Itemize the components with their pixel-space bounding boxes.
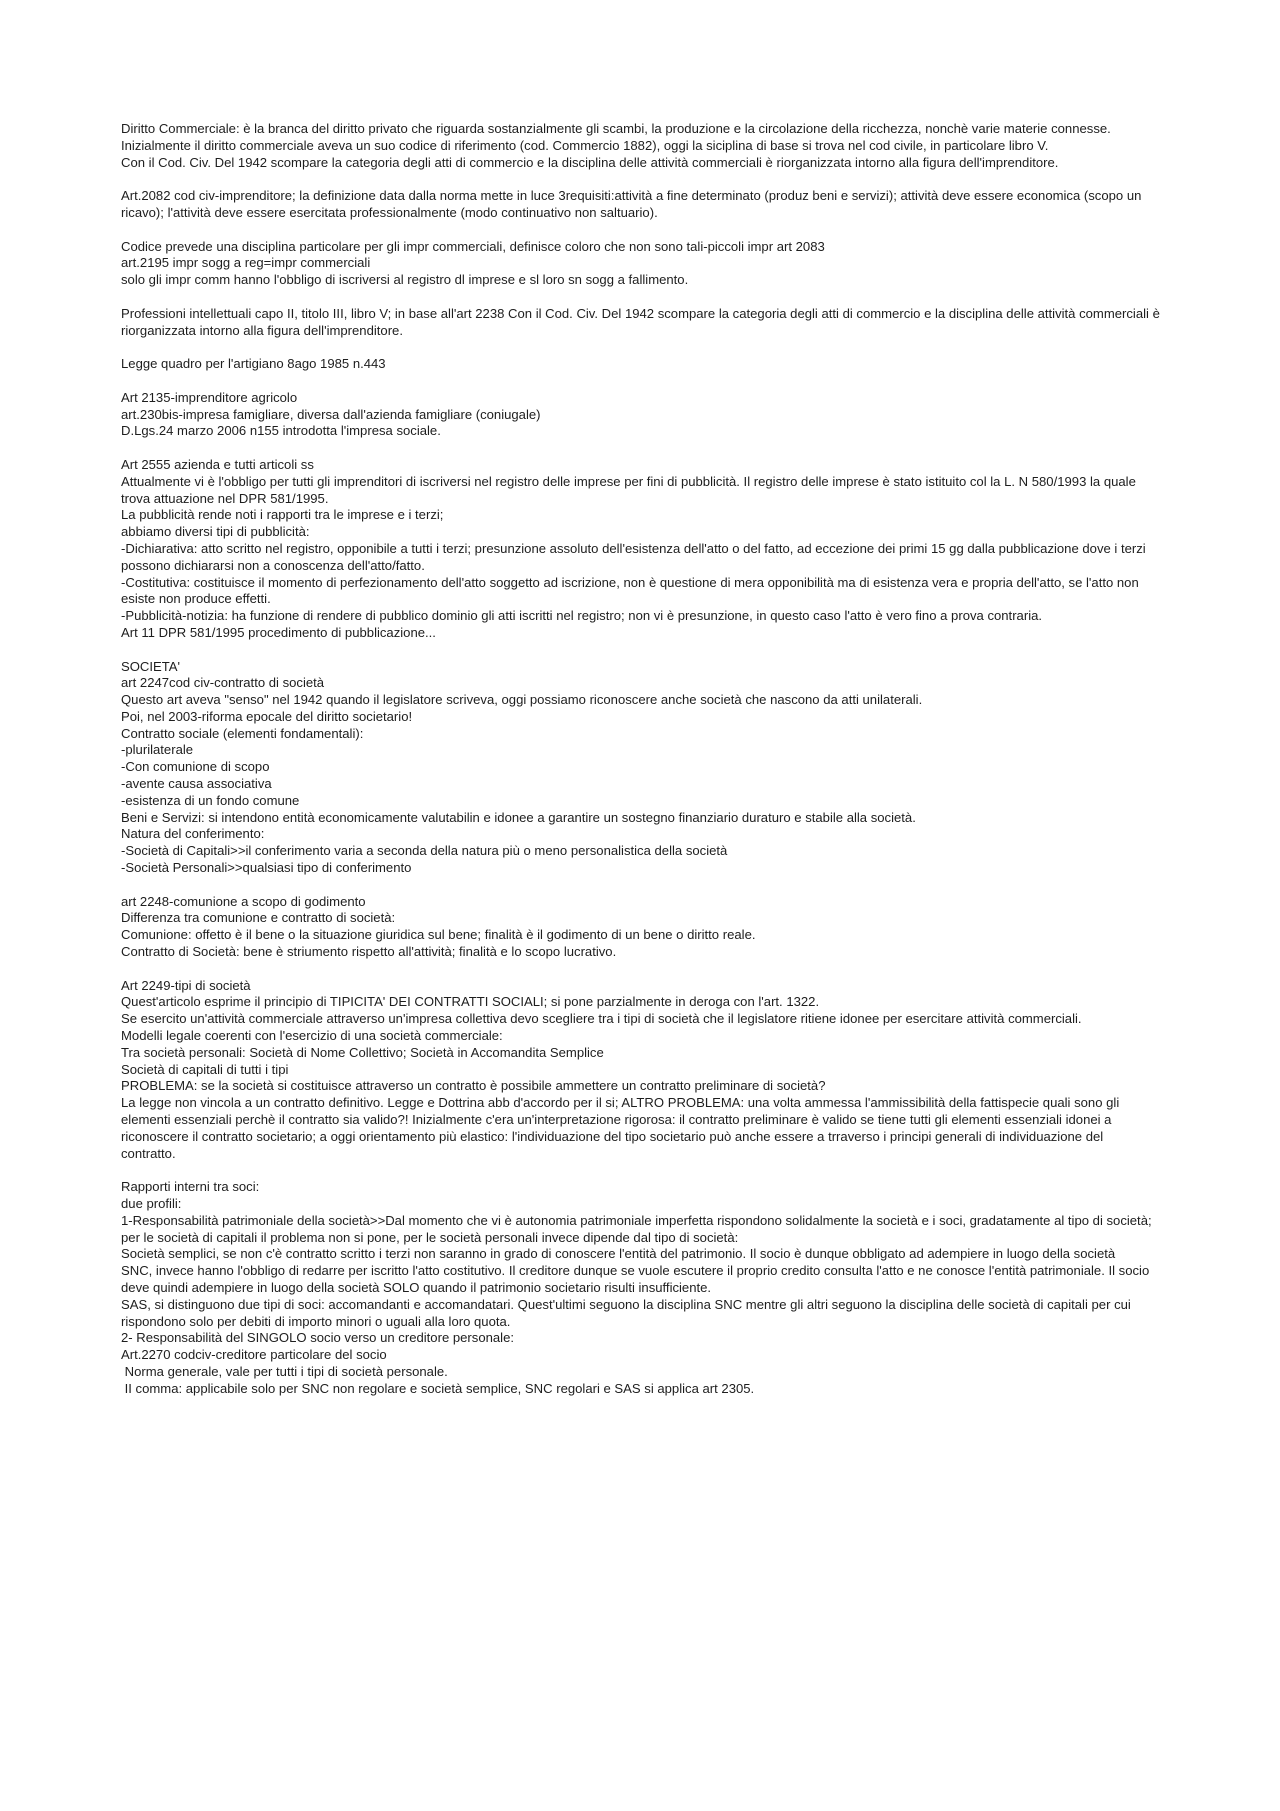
text-line: -plurilaterale (121, 742, 194, 758)
text-line: Società di capitali di tutti i tipi (121, 1061, 289, 1077)
text-line: Professioni intellettuali capo II, titolo III, libro V; in base all'art 2238 Con il Cod. Civ. Del 1942 scompare la categoria degli atti di commercio e la disciplina delle attività commerciali è riorganizzata intorno alla figura dell'imprenditore. (121, 305, 1164, 338)
text-line: II comma: applicabile solo per SNC non regolare e società semplice, SNC regolari e SAS si applica art 2305. (121, 1380, 755, 1396)
text-line: Norma generale, vale per tutti i tipi di società personale. (121, 1363, 448, 1379)
text-line: Tra società personali: Società di Nome Collettivo; Società in Accomandita Semplice (121, 1044, 604, 1060)
text-line: Rapporti interni tra soci: (121, 1179, 260, 1195)
text-line: Beni e Servizi: si intendono entità economicamente valutabilin e idonee a garantire un sostegno finanziario duraturo e stabile alla società. (121, 809, 916, 825)
text-line: art.230bis-impresa famigliare, diversa dall'azienda famigliare (coniugale) (121, 406, 541, 422)
text-line: Codice prevede una disciplina particolare per gli impr commerciali, definisce coloro che non sono tali-piccoli impr art 2083 (121, 238, 825, 254)
text-line: 2- Responsabilità del SINGOLO socio verso un creditore personale: (121, 1330, 515, 1346)
text-line: SNC, invece hanno l'obbligo di redarre per iscritto l'atto costitutivo. Il creditore dunque se vuole escutere il proprio credito consulta l'atto e ne conosce l'entità patrimoniale. Il socio deve quindi adempiere in luogo della società SOLO quando il patrimonio societario risulti insufficiente. (121, 1263, 1153, 1295)
text-line: -Società di Capitali>>il conferimento varia a seconda della natura più o meno personalistica della società (121, 843, 728, 859)
text-line: Legge quadro per l'artigiano 8ago 1985 n.443 (121, 356, 386, 372)
text-line: Art 2249-tipi di società (121, 977, 251, 993)
text-line: due profili: (121, 1196, 182, 1211)
paragraph (121, 188, 1161, 222)
text-line: Art 11 DPR 581/1995 procedimento di pubblicazione... (121, 624, 436, 640)
document-page (121, 121, 1164, 1414)
text-line: -Dichiarativa: atto scritto nel registro, opponibile a tutti i terzi; presunzione assoluto dell'esistenza dell'atto o del fatto, ad eccezione dei primi 15 gg dalla pubblicazione dove i terzi possono dichiararsi non a conoscenza dell'atto/fatto. (121, 540, 1150, 573)
paragraph (121, 356, 1161, 373)
text-line: -Con comunione di scopo (121, 759, 270, 775)
text-line: art 2248-comunione a scopo di godimento (121, 893, 366, 909)
text-line: Questo art aveva "senso" nel 1942 quando il legislatore scriveva, oggi possiamo riconoscere anche società che nascono da atti unilaterali. (121, 692, 923, 708)
text-line: Art 2135-imprenditore agricolo (121, 389, 298, 405)
paragraph (121, 239, 1161, 289)
paragraph (121, 894, 1161, 961)
paragraph (121, 457, 1161, 642)
text-line: -esistenza di un fondo comune (121, 792, 300, 808)
paragraph (121, 390, 1161, 440)
text-line: Art 2555 azienda e tutti articoli ss (121, 456, 314, 472)
text-line: D.Lgs.24 marzo 2006 n155 introdotta l'impresa sociale. (121, 423, 441, 439)
text-line: PROBLEMA: se la società si costituisce attraverso un contratto è possibile ammettere un contratto preliminare di società? (121, 1078, 826, 1094)
paragraph (121, 121, 1161, 171)
paragraph (121, 978, 1161, 1163)
text-line: Modelli legale coerenti con l'esercizio di una società commerciale: (121, 1028, 503, 1044)
text-line: Contratto di Società: bene è striumento rispetto all'attività; finalità e lo scopo lucrativo. (121, 944, 617, 960)
text-line: art 2247cod civ-contratto di società (121, 675, 325, 691)
text-line: -Costitutiva: costituisce il momento di perfezionamento dell'atto soggetto ad iscrizione, non è questione di mera opponibilità ma di esistenza vera e propria dell'atto, se l'atto non esiste non produce effetti. (121, 574, 1143, 607)
paragraph (121, 305, 1164, 340)
text-line: Art.2082 cod civ-imprenditore; la definizione data dalla norma mette in luce 3requisiti:attività a fine determinato (produz beni e servizi); attività deve essere economica (scopo un ricavo); l'attività deve essere esercitata professionalmente (modo continuativo non saltuario). (121, 188, 1146, 220)
text-line: Differenza tra comunione e contratto di società: (121, 910, 396, 926)
text-line: abbiamo diversi tipi di pubblicità: (121, 524, 310, 540)
text-line: La legge non vincola a un contratto definitivo. Legge e Dottrina abb d'accordo per il si; ALTRO PROBLEMA: una volta ammessa l'ammissibilità della fattispecie quali sono gli elementi essenziali perchè il contratto sia valido?! Inizialmente c'era un'interpretazione rigorosa: il contratto preliminare è valido se tiene tutti gli elementi essenziali idonei a riconoscere il contratto societario; a oggi orientamento più elastico: l'individuazione del tipo societario può anche essere a trraverso i principi generali di individuazione del contratto. (121, 1095, 1123, 1161)
text-line: Contratto sociale (elementi fondamentali): (121, 725, 364, 741)
text-line: La pubblicità rende noti i rapporti tra le imprese e i terzi; (121, 507, 444, 523)
text-line: Poi, nel 2003-riforma epocale del diritto societario! (121, 708, 413, 724)
text-line: SAS, si distinguono due tipi di soci: accomandanti e accomandatari. Quest'ultimi seguono la disciplina SNC mentre gli altri seguono la disciplina delle società di capitali per cui rispondono solo per debiti di importo minori o uguali alla loro quota. (121, 1296, 1135, 1329)
text-line: Società semplici, se non c'è contratto scritto i terzi non saranno in grado di conoscere l'entità del patrimonio. Il socio è dunque obbligato ad adempiere in luogo della società (121, 1246, 1116, 1262)
text-line: -Pubblicità-notizia: ha funzione di rendere di pubblico dominio gli atti iscritti nel registro; non vi è presunzione, in questo caso l'atto è vero fino a prova contraria. (121, 608, 1043, 624)
paragraph (121, 659, 1161, 877)
text-line: Se esercito un'attività commerciale attraverso un'impresa collettiva devo scegliere tra i tipi di società che il legislatore ritiene idonee per esercitare attività commerciali. (121, 1011, 1082, 1027)
text-line: art.2195 impr sogg a reg=impr commerciali (121, 255, 371, 271)
text-line: -avente causa associativa (121, 776, 272, 792)
paragraph (121, 1179, 1161, 1397)
text-line: Quest'articolo esprime il principio di TIPICITA' DEI CONTRATTI SOCIALI; si pone parzialmente in deroga con l'art. 1322. (121, 994, 820, 1010)
text-line: Diritto Commerciale: è la branca del diritto privato che riguarda sostanzialmente gli scambi, la produzione e la circolazione della ricchezza, nonchè varie materie connesse. Inizialmente il diritto commerciale aveva un suo codice di riferimento (cod. Commercio 1882), oggi la siciplina di base si trova nel cod civile, in particolare libro V. (121, 121, 1115, 153)
text-line: Attualmente vi è l'obbligo per tutti gli imprenditori di iscriversi nel registro delle imprese per fini di pubblicità. Il registro delle imprese è stato istituito col la L. N 580/1993 la quale trova attuazione nel DPR 581/1995. (121, 473, 1140, 506)
text-line: -Società Personali>>qualsiasi tipo di conferimento (121, 860, 412, 876)
text-line: Con il Cod. Civ. Del 1942 scompare la categoria degli atti di commercio e la disciplina delle attività commerciali è riorganizzata intorno alla figura dell'imprenditore. (121, 154, 1059, 170)
text-line: SOCIETA' (121, 658, 181, 674)
text-line: Comunione: offetto è il bene o la situazione giuridica sul bene; finalità è il godimento di un bene o diritto reale. (121, 927, 756, 943)
text-line: Art.2270 codciv-creditore particolare del socio (121, 1347, 387, 1363)
text-line: solo gli impr comm hanno l'obbligo di iscriversi al registro dl imprese e sl loro sn sogg a fallimento. (121, 272, 689, 288)
text-line: 1-Responsabilità patrimoniale della società>>Dal momento che vi è autonomia patrimoniale imperfetta rispondono solidalmente la società e i soci, gradatamente al tipo di società; per le società di capitali il problema non si pone, per le società personali invece dipende dal tipo di società: (121, 1212, 1156, 1245)
text-line: Natura del conferimento: (121, 826, 265, 842)
